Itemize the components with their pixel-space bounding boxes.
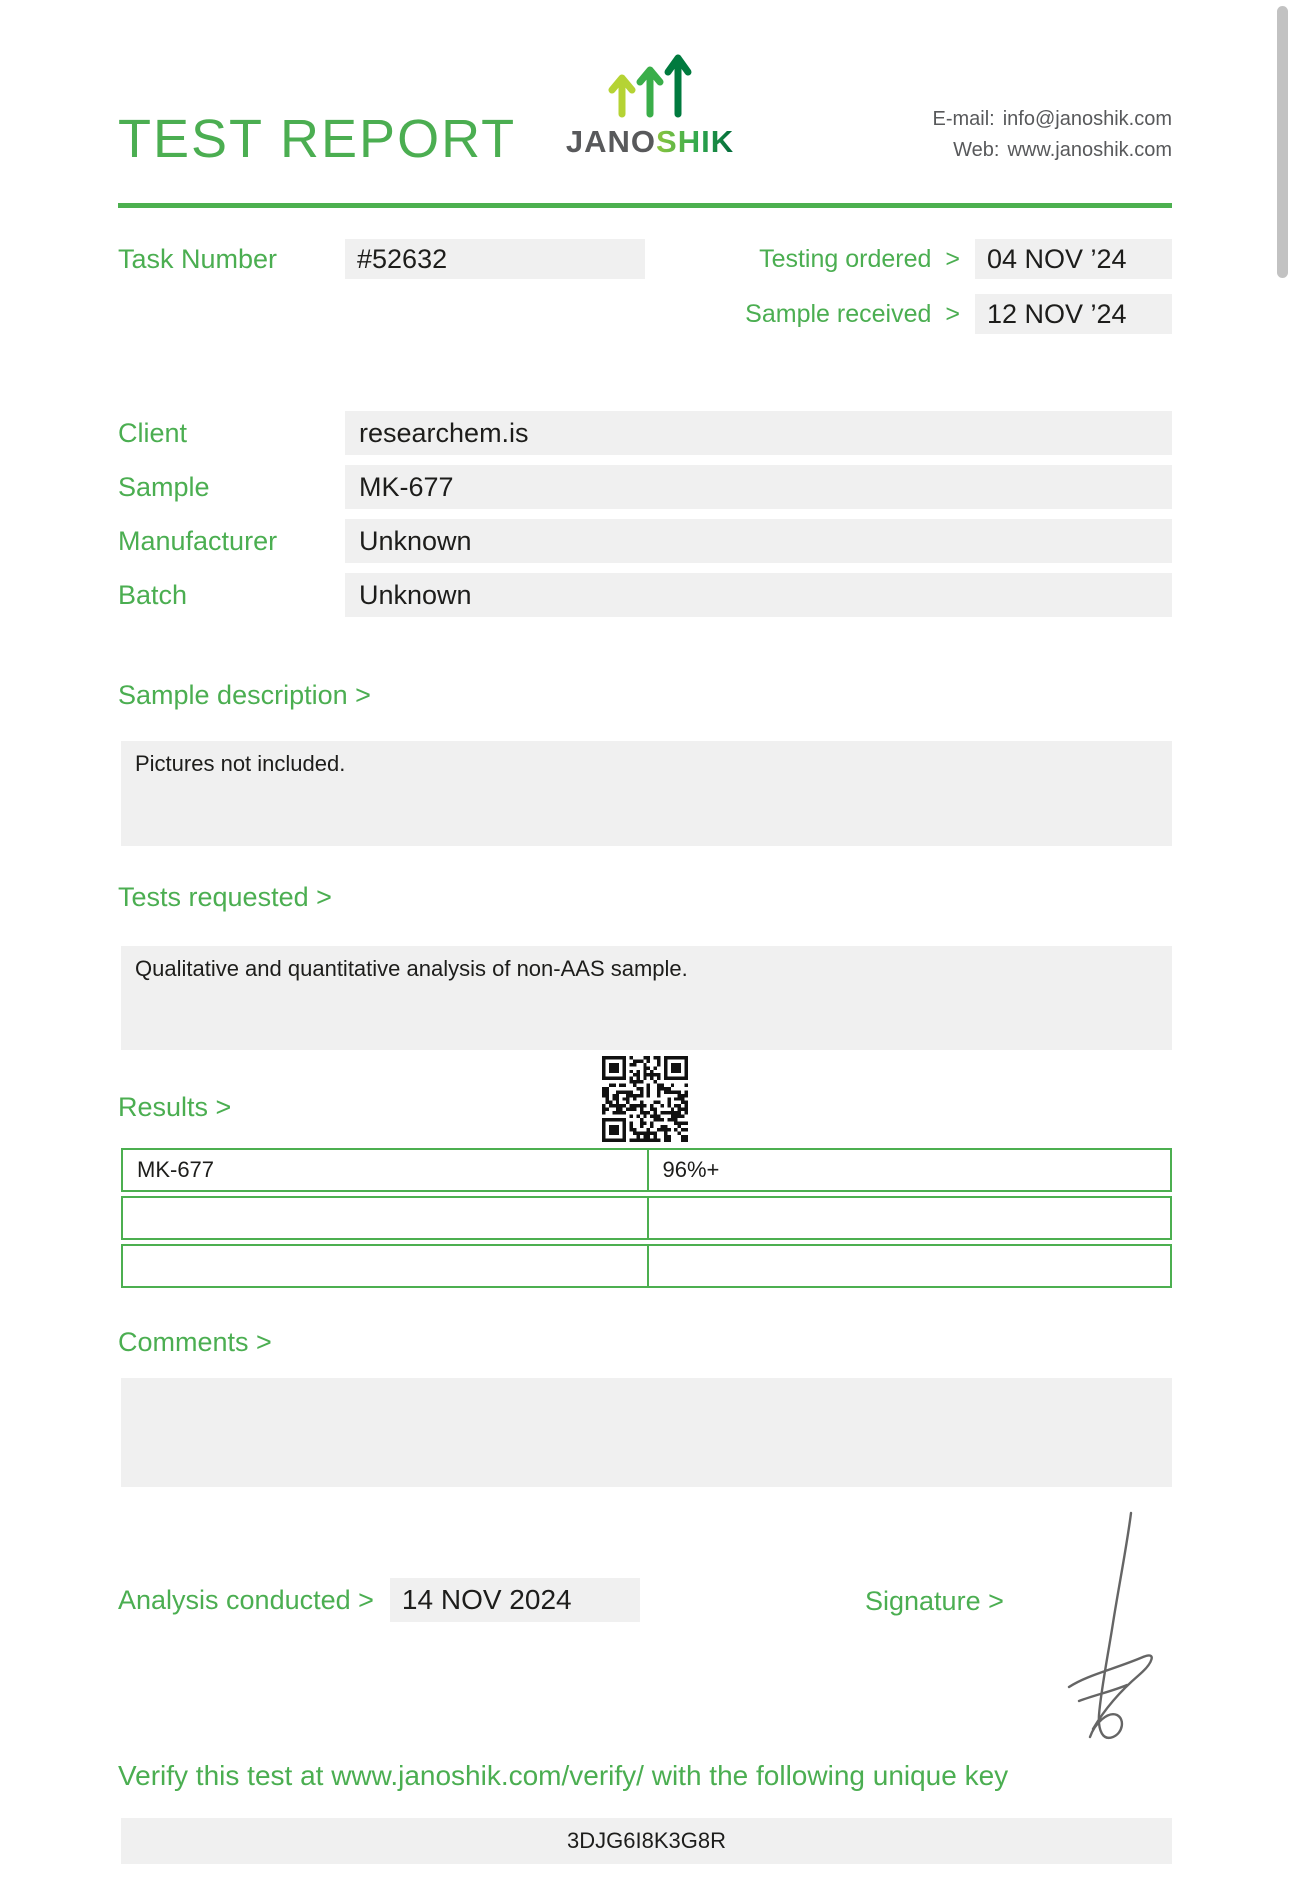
qr-code	[602, 1056, 688, 1147]
chart-arrows-icon	[598, 48, 702, 122]
signature-label: Signature >	[865, 1586, 1004, 1616]
janoshik-logo	[545, 48, 755, 160]
email-label: E-mail:	[932, 108, 995, 130]
logo-wordmark	[545, 124, 755, 160]
results-heading: Results >	[118, 1092, 232, 1122]
scrollbar-thumb[interactable]	[1277, 6, 1288, 278]
analysis-conducted-label: Analysis conducted >	[118, 1584, 374, 1615]
sample-description-body: Pictures not included.	[121, 741, 1172, 846]
email-value: info@janoshik.com	[1002, 108, 1172, 130]
result-purity-cell: 96%+	[647, 1150, 1171, 1190]
web-label: Web:	[953, 139, 1000, 161]
tests-requested-heading: Tests requested >	[118, 882, 332, 912]
web-value: www.janoshik.com	[1007, 139, 1172, 161]
logo-text-jano: JANO	[565, 124, 657, 159]
chevron-right-icon: >	[945, 299, 960, 328]
analysis-date-value: 14 NOV 2024	[390, 1578, 640, 1622]
testing-ordered-label: Testing ordered >	[759, 244, 960, 273]
result-purity-cell	[647, 1198, 1171, 1238]
sample-description-heading: Sample description >	[118, 680, 371, 710]
result-purity-cell	[647, 1246, 1171, 1286]
contact-email-line	[932, 104, 1172, 135]
result-substance-cell	[123, 1246, 647, 1286]
result-substance-cell	[123, 1198, 647, 1238]
sample-received-value: 12 NOV ’24	[975, 294, 1172, 334]
comments-heading: Comments >	[118, 1327, 272, 1357]
unique-key-value: 3DJG6I8K3G8R	[121, 1818, 1172, 1864]
logo-text-shik: SHIK	[656, 124, 735, 159]
sample-received-label: Sample received >	[745, 299, 960, 328]
manufacturer-value: Unknown	[345, 519, 1172, 563]
sample-value: MK-677	[345, 465, 1172, 509]
page-title: TEST REPORT	[118, 109, 517, 169]
analysis-conducted-row	[118, 1578, 640, 1622]
verify-instruction: Verify this test at www.janoshik.com/verify/ with the following unique key	[118, 1760, 1009, 1791]
sample-label: Sample	[118, 471, 210, 502]
comments-body	[121, 1378, 1172, 1487]
signature-image	[1035, 1505, 1170, 1765]
results-table-row	[121, 1244, 1172, 1288]
task-number-label: Task Number	[118, 243, 278, 274]
results-table-row	[121, 1148, 1172, 1192]
client-value: researchem.is	[345, 411, 1172, 455]
contact-web-line	[932, 135, 1172, 166]
result-substance-cell: MK-677	[137, 1157, 215, 1182]
batch-label: Batch	[118, 579, 188, 610]
task-number-label-row	[118, 239, 277, 279]
manufacturer-label: Manufacturer	[118, 525, 278, 556]
batch-value: Unknown	[345, 573, 1172, 617]
contact-info	[932, 104, 1172, 166]
tests-requested-body: Qualitative and quantitative analysis of non-AAS sample.	[121, 946, 1172, 1050]
header-divider	[118, 203, 1172, 208]
results-table-row	[121, 1196, 1172, 1240]
chevron-right-icon: >	[945, 244, 960, 273]
client-label: Client	[118, 417, 188, 448]
task-number-value: #52632	[345, 239, 645, 279]
testing-ordered-value: 04 NOV ’24	[975, 239, 1172, 279]
